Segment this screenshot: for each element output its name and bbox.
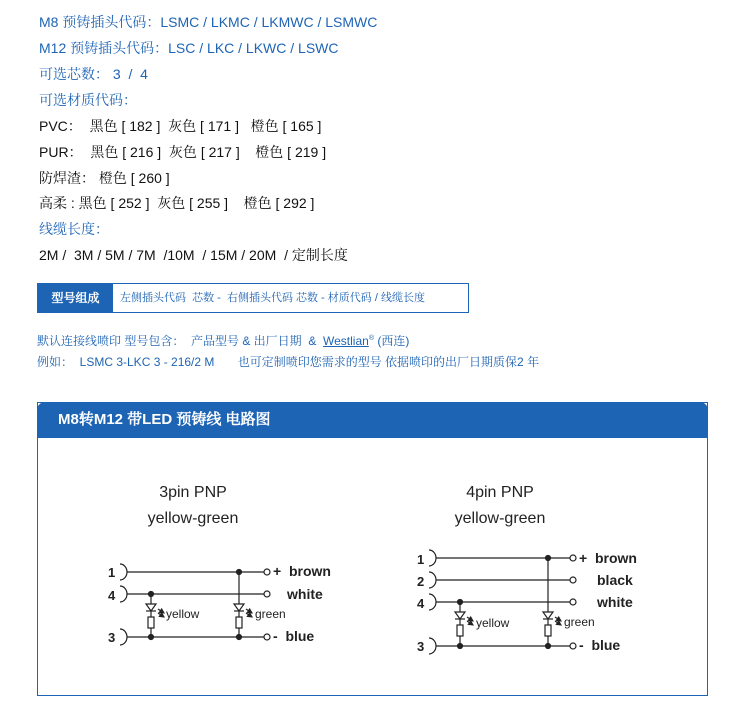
left-diagram xyxy=(108,484,331,645)
print-note-prefix: 默认连接线喷印 型号包含： 产品型号 & 出厂日期 & xyxy=(37,334,324,348)
m8-code-line: M8 预铸插头代码：LSMC / LKMC / LKMWC / LSMWC xyxy=(39,14,378,30)
brand-mark: ® xyxy=(368,335,374,342)
model-code-label: 型号组成 xyxy=(38,284,113,312)
brand-suffix: (西连) xyxy=(373,334,410,348)
left-terminal-white: white xyxy=(287,586,323,602)
right-led-yellow-label: yellow xyxy=(476,616,510,630)
right-subtitle: yellow-green xyxy=(454,510,546,527)
right-terminal-brown: + brown xyxy=(579,550,637,566)
right-pin-2: 2 xyxy=(417,574,425,589)
length-title: 线缆长度： xyxy=(39,221,109,237)
circuit-panel xyxy=(37,402,708,696)
left-led-yellow-label: yellow xyxy=(166,607,200,621)
right-pin-4: 4 xyxy=(417,596,425,611)
pur-line: PUR： 黑色 [ 216 ] 灰色 [ 217 ] 橙色 [ 219 ] xyxy=(39,144,327,160)
left-led-green-label: green xyxy=(255,607,286,621)
brand-name: Westlian xyxy=(323,334,369,348)
print-note xyxy=(37,331,409,349)
flex-line: 高柔 : 黑色 [ 252 ] 灰色 [ 255 ] 橙色 [ 292 ] xyxy=(39,195,315,211)
right-terminal-white: white xyxy=(597,594,633,610)
left-pin-4: 4 xyxy=(108,588,116,603)
right-terminal-black: black xyxy=(597,572,633,588)
model-code-text: 左侧插头代码 芯数 - 右侧插头代码 芯数 - 材质代码 / 线缆长度 xyxy=(120,292,425,304)
right-diagram xyxy=(417,484,637,654)
right-led-green-label: green xyxy=(564,615,595,629)
length-line: 2M / 3M / 5M / 7M /10M / 15M / 20M / 定制长度 xyxy=(39,247,348,263)
material-title: 可选材质代码： xyxy=(39,92,137,108)
model-code-box xyxy=(37,283,469,313)
weld-line: 防焊渣： 橙色 [ 260 ] xyxy=(39,170,170,186)
right-pin-1: 1 xyxy=(417,552,425,567)
example-note: 例如： LSMC 3-LKC 3 - 216/2 M 也可定制喷印您需求的型号 依据喷印的出厂日期质保2 年 xyxy=(37,355,540,369)
left-pin-1: 1 xyxy=(108,565,116,580)
panel-title: M8转M12 带LED 预铸线 电路图 xyxy=(58,411,271,428)
cores-line: 可选芯数： 3 / 4 xyxy=(39,66,148,82)
right-pin-3: 3 xyxy=(417,639,425,654)
left-terminal-brown: + brown xyxy=(273,563,331,579)
pvc-line: PVC： 黑色 [ 182 ] 灰色 [ 171 ] 橙色 [ 165 ] xyxy=(39,118,322,134)
right-terminal-blue: - blue xyxy=(579,637,621,653)
left-subtitle: yellow-green xyxy=(147,510,239,527)
left-pin-3: 3 xyxy=(108,630,116,645)
left-terminal-blue: - blue xyxy=(273,628,315,644)
circuit-diagrams xyxy=(38,403,707,695)
right-title: 4pin PNP xyxy=(466,484,534,501)
left-title: 3pin PNP xyxy=(159,484,227,501)
m12-code-line: M12 预铸插头代码：LSC / LKC / LKWC / LSWC xyxy=(39,40,339,56)
